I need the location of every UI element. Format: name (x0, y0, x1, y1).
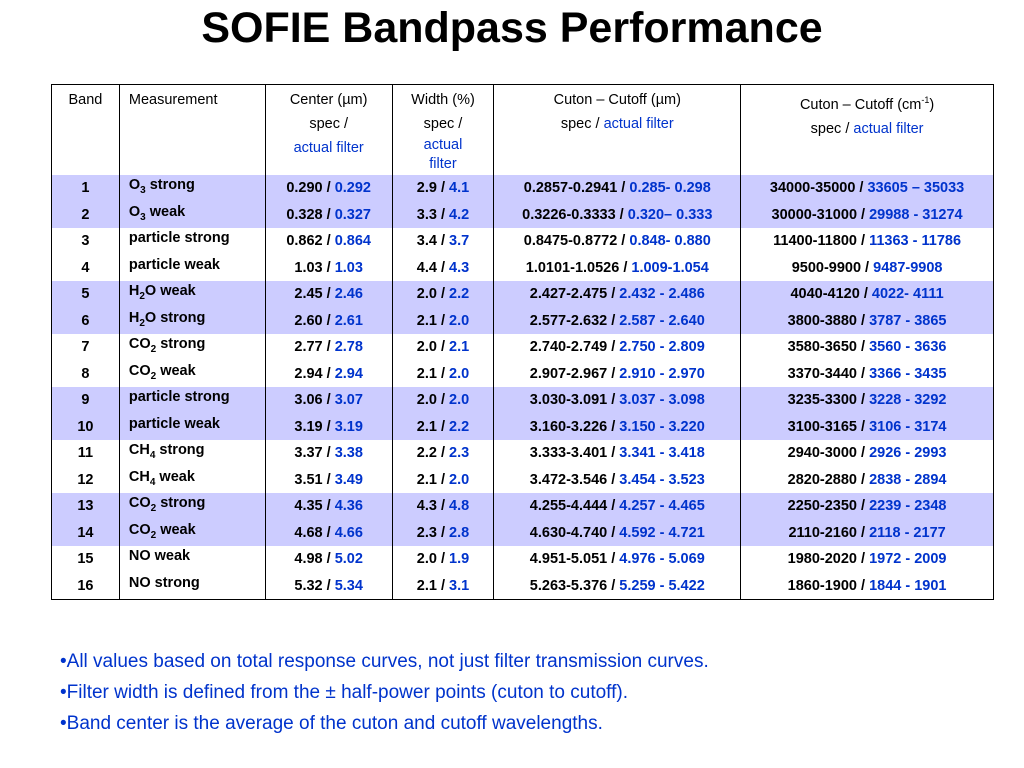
header-width: Width (%) spec / actual filter (392, 85, 494, 176)
measurement-cell: $CO_2$ strong (119, 334, 265, 361)
width-cell: 2.1 / 2.0 (392, 361, 494, 388)
table-row (52, 493, 994, 520)
measurement-cell: $CO_2$ strong (119, 493, 265, 520)
page-title: SOFIE Bandpass Performance (201, 4, 823, 52)
cuton-cutoff-um-cell: 3.472-3.546 / 3.454 - 3.523 (494, 467, 741, 494)
cuton-cutoff-cm-cell: 2250-2350 / 2239 - 2348 (741, 493, 994, 520)
width-cell: 2.3 / 2.8 (392, 520, 494, 547)
header-band: Band (52, 85, 120, 176)
measurement-cell: $O_3$ strong (119, 175, 265, 202)
band-cell: 15 (52, 546, 120, 573)
center-cell: 2.94 / 2.94 (265, 361, 392, 388)
cuton-cutoff-cm-cell: 9500-9900 / 9487-9908 (741, 255, 994, 282)
band-cell: 16 (52, 573, 120, 600)
center-cell: 3.06 / 3.07 (265, 387, 392, 414)
cuton-cutoff-um-cell: 4.630-4.740 / 4.592 - 4.721 (494, 520, 741, 547)
band-cell: 7 (52, 334, 120, 361)
table-row (52, 228, 994, 255)
width-cell: 2.0 / 1.9 (392, 546, 494, 573)
table-row (52, 440, 994, 467)
header-cuton-cutoff-cm: Cuton – Cutoff $(cm^{-1})$ spec / actual filter (741, 85, 994, 176)
table-header-row (52, 85, 994, 176)
cuton-cutoff-cm-cell: 34000-35000 / 33605 – 35033 (741, 175, 994, 202)
width-cell: 2.0 / 2.1 (392, 334, 494, 361)
width-cell: 2.1 / 2.0 (392, 467, 494, 494)
measurement-cell: NO weak (119, 546, 265, 573)
center-cell: 3.37 / 3.38 (265, 440, 392, 467)
cuton-cutoff-cm-cell: 3580-3650 / 3560 - 3636 (741, 334, 994, 361)
table-row (52, 546, 994, 573)
cuton-cutoff-cm-cell: 30000-31000 / 29988 - 31274 (741, 202, 994, 229)
measurement-cell: $H_2O$ weak (119, 281, 265, 308)
band-cell: 3 (52, 228, 120, 255)
cuton-cutoff-cm-cell: 2110-2160 / 2118 - 2177 (741, 520, 994, 547)
cuton-cutoff-um-cell: 2.740-2.749 / 2.750 - 2.809 (494, 334, 741, 361)
center-cell: 3.51 / 3.49 (265, 467, 392, 494)
table-row (52, 414, 994, 441)
center-cell: 4.35 / 4.36 (265, 493, 392, 520)
cuton-cutoff-um-cell: 4.951-5.051 / 4.976 - 5.069 (494, 546, 741, 573)
bandpass-table (51, 84, 994, 600)
cuton-cutoff-cm-cell: 4040-4120 / 4022- 4111 (741, 281, 994, 308)
band-cell: 10 (52, 414, 120, 441)
width-cell: 4.3 / 4.8 (392, 493, 494, 520)
header-measurement: Measurement (119, 85, 265, 176)
center-cell: 0.328 / 0.327 (265, 202, 392, 229)
center-cell: 3.19 / 3.19 (265, 414, 392, 441)
table-row (52, 387, 994, 414)
band-cell: 12 (52, 467, 120, 494)
table-row (52, 202, 994, 229)
table-row (52, 255, 994, 282)
table-row (52, 281, 994, 308)
center-cell: 1.03 / 1.03 (265, 255, 392, 282)
band-cell: 8 (52, 361, 120, 388)
width-cell: 3.3 / 4.2 (392, 202, 494, 229)
measurement-cell: $CO_2$ weak (119, 361, 265, 388)
footnote-2: •Filter width is defined from the ± half-power points (cuton to cutoff). (60, 682, 628, 703)
cuton-cutoff-um-cell: 0.2857-0.2941 / 0.285- 0.298 (494, 175, 741, 202)
measurement-cell: $H_2O$ strong (119, 308, 265, 335)
center-cell: 2.60 / 2.61 (265, 308, 392, 335)
center-cell: 4.98 / 5.02 (265, 546, 392, 573)
cuton-cutoff-um-cell: 3.333-3.401 / 3.341 - 3.418 (494, 440, 741, 467)
cuton-cutoff-um-cell: 5.263-5.376 / 5.259 - 5.422 (494, 573, 741, 600)
band-cell: 1 (52, 175, 120, 202)
width-cell: 3.4 / 3.7 (392, 228, 494, 255)
cuton-cutoff-um-cell: 0.8475-0.8772 / 0.848- 0.880 (494, 228, 741, 255)
table-row (52, 308, 994, 335)
width-cell: 2.1 / 2.2 (392, 414, 494, 441)
footnote-1: •All values based on total response curves, not just filter transmission curves. (60, 651, 709, 672)
center-cell: 0.862 / 0.864 (265, 228, 392, 255)
center-cell: 5.32 / 5.34 (265, 573, 392, 600)
width-cell: 2.1 / 2.0 (392, 308, 494, 335)
cuton-cutoff-um-cell: 2.907-2.967 / 2.910 - 2.970 (494, 361, 741, 388)
table-row (52, 520, 994, 547)
cuton-cutoff-cm-cell: 3100-3165 / 3106 - 3174 (741, 414, 994, 441)
table-row (52, 573, 994, 600)
width-cell: 2.1 / 3.1 (392, 573, 494, 600)
band-cell: 13 (52, 493, 120, 520)
cuton-cutoff-cm-cell: 1980-2020 / 1972 - 2009 (741, 546, 994, 573)
measurement-cell: $CH_4$ weak (119, 467, 265, 494)
band-cell: 5 (52, 281, 120, 308)
center-cell: 2.45 / 2.46 (265, 281, 392, 308)
cuton-cutoff-cm-cell: 3370-3440 / 3366 - 3435 (741, 361, 994, 388)
table-row (52, 361, 994, 388)
footnotes (60, 646, 709, 739)
cuton-cutoff-cm-cell: 2820-2880 / 2838 - 2894 (741, 467, 994, 494)
cuton-cutoff-um-cell: 1.0101-1.0526 / 1.009-1.054 (494, 255, 741, 282)
cuton-cutoff-um-cell: 3.030-3.091 / 3.037 - 3.098 (494, 387, 741, 414)
width-cell: 2.0 / 2.0 (392, 387, 494, 414)
measurement-cell: particle weak (119, 414, 265, 441)
measurement-cell: $O_3$ weak (119, 202, 265, 229)
footnote-3: •Band center is the average of the cuton and cutoff wavelengths. (60, 713, 603, 734)
width-cell: 4.4 / 4.3 (392, 255, 494, 282)
measurement-cell: particle weak (119, 255, 265, 282)
cuton-cutoff-um-cell: 0.3226-0.3333 / 0.320– 0.333 (494, 202, 741, 229)
band-cell: 9 (52, 387, 120, 414)
header-center: Center (µm) spec / actual filter (265, 85, 392, 176)
cuton-cutoff-um-cell: 2.577-2.632 / 2.587 - 2.640 (494, 308, 741, 335)
width-cell: 2.0 / 2.2 (392, 281, 494, 308)
cuton-cutoff-um-cell: 4.255-4.444 / 4.257 - 4.465 (494, 493, 741, 520)
band-cell: 2 (52, 202, 120, 229)
header-cuton-cutoff-um: Cuton – Cutoff (µm) spec / actual filter (494, 85, 741, 176)
cuton-cutoff-cm-cell: 1860-1900 / 1844 - 1901 (741, 573, 994, 600)
cuton-cutoff-cm-cell: 3235-3300 / 3228 - 3292 (741, 387, 994, 414)
measurement-cell: $CO_2$ weak (119, 520, 265, 547)
cuton-cutoff-um-cell: 3.160-3.226 / 3.150 - 3.220 (494, 414, 741, 441)
width-cell: 2.2 / 2.3 (392, 440, 494, 467)
cuton-cutoff-cm-cell: 3800-3880 / 3787 - 3865 (741, 308, 994, 335)
table-row (52, 334, 994, 361)
band-cell: 14 (52, 520, 120, 547)
cuton-cutoff-cm-cell: 11400-11800 / 11363 - 11786 (741, 228, 994, 255)
cuton-cutoff-cm-cell: 2940-3000 / 2926 - 2993 (741, 440, 994, 467)
table-row (52, 175, 994, 202)
band-cell: 4 (52, 255, 120, 282)
center-cell: 4.68 / 4.66 (265, 520, 392, 547)
cuton-cutoff-um-cell: 2.427-2.475 / 2.432 - 2.486 (494, 281, 741, 308)
center-cell: 2.77 / 2.78 (265, 334, 392, 361)
width-cell: 2.9 / 4.1 (392, 175, 494, 202)
band-cell: 11 (52, 440, 120, 467)
table-row (52, 467, 994, 494)
measurement-cell: NO strong (119, 573, 265, 600)
band-cell: 6 (52, 308, 120, 335)
center-cell: 0.290 / 0.292 (265, 175, 392, 202)
measurement-cell: particle strong (119, 228, 265, 255)
measurement-cell: $CH_4$ strong (119, 440, 265, 467)
measurement-cell: particle strong (119, 387, 265, 414)
